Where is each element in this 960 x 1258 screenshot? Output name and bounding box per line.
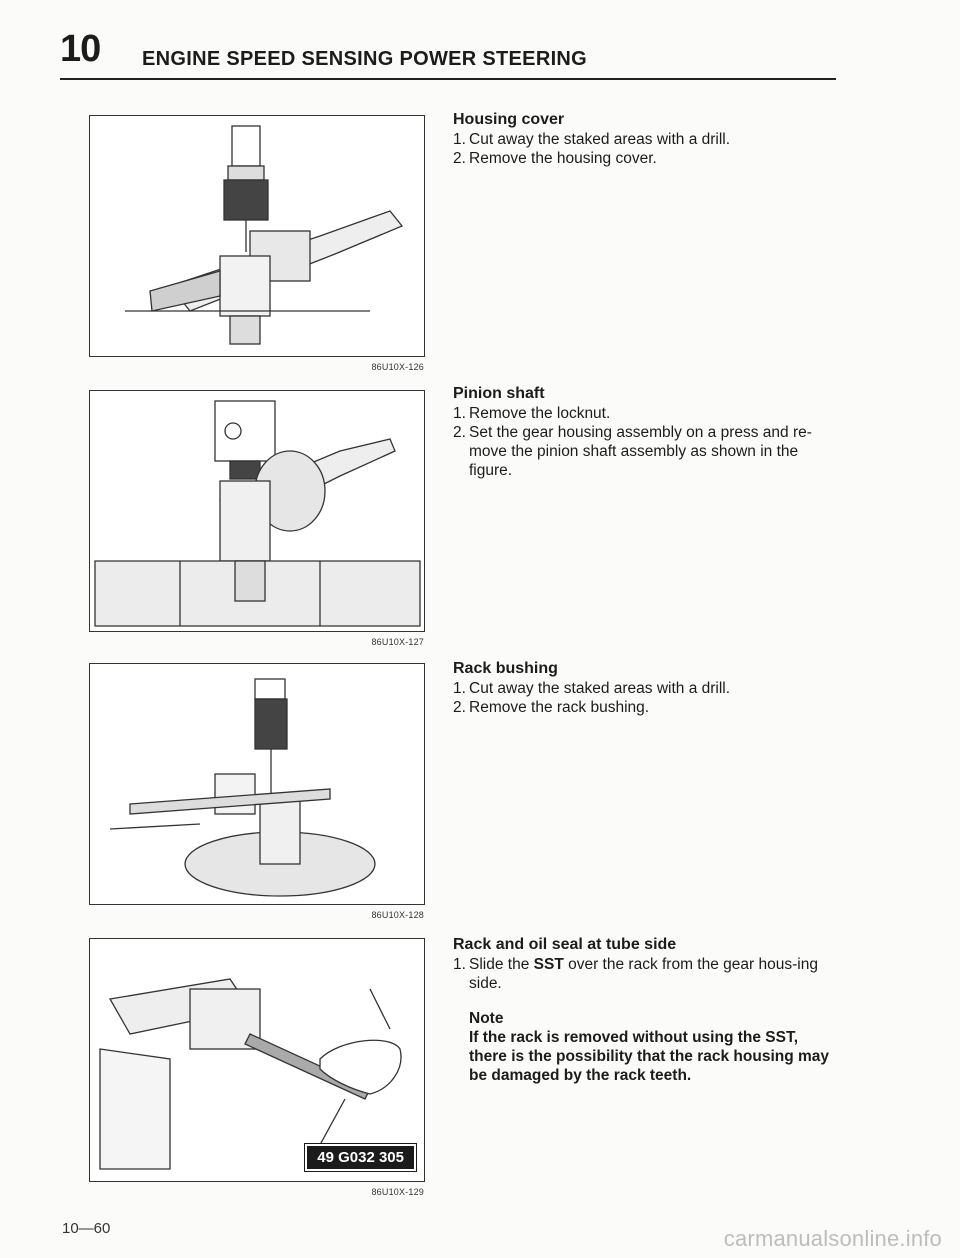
step: 1. Slide the SST over the rack from the gear hous-ing side. <box>453 956 818 992</box>
step: 2. Set the gear housing assembly on a press and re-move the pinion shaft assembly as shown in the figure. <box>453 424 812 479</box>
sst-number-label: 49 G032 305 <box>305 1144 416 1171</box>
chapter-title: ENGINE SPEED SENSING POWER STEERING <box>142 48 588 70</box>
section-housing-cover <box>453 110 838 168</box>
chapter-number: 10 <box>60 28 101 70</box>
press-pinion-illustration <box>90 391 424 631</box>
section-rack-bushing <box>453 659 838 717</box>
drill-bushing-illustration <box>90 664 424 904</box>
page-header <box>60 28 836 80</box>
figure-code: 86U10X-126 <box>371 362 424 372</box>
figure-housing-cover <box>89 115 425 372</box>
figure-code: 86U10X-128 <box>371 910 424 920</box>
section-pinion-shaft <box>453 384 838 480</box>
figure-rack-oil-seal <box>89 938 425 1197</box>
section-title: Rack bushing <box>453 660 558 677</box>
sst-term: SST <box>533 956 564 973</box>
step: 1. Remove the locknut. <box>453 405 611 422</box>
page-number: 10—60 <box>62 1220 111 1237</box>
section-rack-oil-seal <box>453 935 838 1085</box>
figure-rack-bushing <box>89 663 425 920</box>
section-title: Pinion shaft <box>453 385 545 402</box>
step: 2. Remove the rack bushing. <box>453 699 650 716</box>
figure-code: 86U10X-127 <box>371 637 424 647</box>
figure-code: 86U10X-129 <box>371 1187 424 1197</box>
note-heading: Note <box>469 1010 504 1027</box>
drill-housing-illustration <box>90 116 424 356</box>
section-title: Housing cover <box>453 111 565 128</box>
step: 1. Cut away the staked areas with a drill. <box>453 131 731 148</box>
step: 1. Cut away the staked areas with a drill. <box>453 680 731 697</box>
section-title: Rack and oil seal at tube side <box>453 936 677 953</box>
step: 2. Remove the housing cover. <box>453 150 657 167</box>
note-text: If the rack is removed without using the SST, there is the possibility that the rack housing may be damaged by the rack teeth. <box>469 1029 830 1084</box>
figure-pinion-shaft <box>89 390 425 647</box>
watermark: carmanualsonline.info <box>723 1226 942 1251</box>
note-block <box>469 1009 838 1085</box>
